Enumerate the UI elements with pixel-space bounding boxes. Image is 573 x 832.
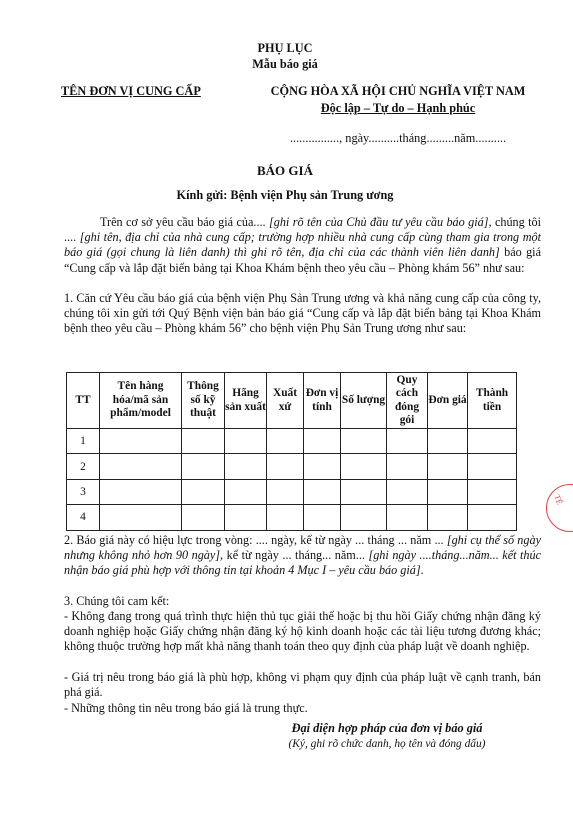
- intro-text-c: chúng tôi ....: [64, 215, 542, 245]
- table-cell: [304, 454, 341, 479]
- table-cell: [468, 454, 517, 479]
- supplier-unit-name: TÊN ĐƠN VỊ CUNG CẤP: [61, 84, 201, 98]
- intro-text-e: báo giá “Cung cấp và lắp đặt biển bảng tại Khoa Khám bệnh theo yêu cầu – Phòng khám 56” như sau:: [64, 245, 541, 275]
- row-number: 4: [67, 505, 100, 530]
- header-tt: TT: [67, 373, 100, 429]
- table-cell: [304, 505, 341, 530]
- table-cell: [100, 454, 182, 479]
- table-cell: [267, 479, 304, 504]
- table-cell: [341, 479, 387, 504]
- table-cell: [428, 429, 468, 454]
- table-cell: [341, 454, 387, 479]
- commitment-item-2: - Giá trị nêu trong báo giá là phù hợp, không vi phạm quy định của pháp luật về cạnh tranh, bán phá giá.: [64, 670, 541, 700]
- validity-paragraph: [64, 533, 541, 579]
- table-cell: [225, 479, 267, 504]
- table-cell: [387, 429, 428, 454]
- table-cell: [182, 429, 225, 454]
- header-unit-price: Đơn giá: [428, 373, 468, 429]
- validity-text-e: .: [420, 563, 424, 578]
- table-cell: [182, 505, 225, 530]
- intro-paragraph: [64, 215, 541, 276]
- table-cell: [100, 429, 182, 454]
- table-cell: [267, 505, 304, 530]
- intro-supplier-placeholder: [ghi tên, địa chỉ của nhà cung cấp; trường hợp nhiều nhà cung cấp cùng tham gia trong một báo giá (gọi chung là liên danh) thì ghi rõ tên, địa chỉ của các thành viên liên danh]: [64, 230, 542, 260]
- table-row: [67, 429, 517, 454]
- recipient-line: Kính gửi: Bệnh viện Phụ sản Trung ương: [176, 188, 394, 202]
- header-quantity: Số lượng: [341, 373, 387, 429]
- table-cell: [225, 505, 267, 530]
- intro-investor-placeholder: [ghi rõ tên của Chủ đầu tư yêu cầu báo giá],: [269, 215, 492, 229]
- table-cell: [100, 505, 182, 530]
- table-cell: [182, 479, 225, 504]
- header-unit: Đơn vị tính: [304, 373, 341, 429]
- table-cell: [468, 479, 517, 504]
- commitment-item-1: - Không đang trong quá trình thực hiện thủ tục giải thể hoặc bị thu hồi Giấy chứng nhận đăng ký doanh nghiệp hoặc Giấy chứng nhận đăng ký hộ kinh doanh hoặc các tài liệu tương đương khác; không thuộc trường hợp mất khả năng thanh toán theo quy định của pháp luật về doanh nghiệp.: [64, 609, 541, 654]
- intro-text-a: Trên cơ sở yêu cầu báo giá của....: [100, 215, 269, 229]
- table-header-row: [67, 373, 517, 429]
- row-number: 2: [67, 454, 100, 479]
- signature-note: (Ký, ghi rõ chức danh, họ tên và đóng dấu): [288, 738, 486, 750]
- table-cell: [182, 454, 225, 479]
- table-cell: [100, 479, 182, 504]
- table-cell: [387, 479, 428, 504]
- row-number: 1: [67, 429, 100, 454]
- header-product: Tên hàng hóa/mã sản phẩm/model: [100, 373, 182, 429]
- header-manufacturer: Hãng sản xuất: [225, 373, 267, 429]
- header-total: Thành tiền: [468, 373, 517, 429]
- form-title: Mẫu báo giá: [252, 57, 318, 71]
- commitment-heading: 3. Chúng tôi cam kết:: [64, 594, 170, 608]
- table-row: [67, 454, 517, 479]
- table-cell: [304, 479, 341, 504]
- table-cell: [428, 454, 468, 479]
- validity-text-c: , kể từ ngày ... tháng... năm...: [220, 548, 369, 563]
- table-cell: [304, 429, 341, 454]
- header-origin: Xuất xứ: [267, 373, 304, 429]
- quotation-table: [66, 372, 517, 531]
- table-cell: [428, 479, 468, 504]
- table-cell: [428, 505, 468, 530]
- table-cell: [387, 505, 428, 530]
- table-cell: [225, 454, 267, 479]
- table-cell: [267, 429, 304, 454]
- table-cell: [267, 454, 304, 479]
- validity-days-placeholder: [ghi cụ thể số ngày nhưng không nhỏ hơn 90 ngày]: [64, 533, 541, 563]
- validity-text-a: 2. Báo giá này có hiệu lực trong vòng: .... ngày, kể từ ngày ... tháng ... năm ...: [64, 533, 447, 547]
- basis-paragraph: 1. Căn cứ Yêu cầu báo giá của bệnh viện Phụ Sản Trung ương và khả năng cung cấp của công ty, chúng tôi xin gửi tới Quý Bệnh viện bản báo giá “Cung cấp và lắp đặt biển bảng tại Khoa Khám bệnh theo yêu cầu – Phòng khám 56” cho bệnh viện Phụ Sản Trung ương như sau:: [64, 291, 541, 336]
- header-specs: Thông số kỹ thuật: [182, 373, 225, 429]
- row-number: 3: [67, 479, 100, 504]
- national-motto: Độc lập – Tự do – Hạnh phúc: [320, 101, 476, 115]
- commitment-item-3: - Những thông tin nêu trong báo giá là trung thực.: [64, 701, 308, 715]
- table-row: [67, 479, 517, 504]
- date-line: ................, ngày..........tháng.........năm..........: [289, 131, 507, 145]
- table-cell: [387, 454, 428, 479]
- signature-title: Đại diện hợp pháp của đơn vị báo giá: [291, 721, 483, 735]
- document-title: BÁO GIÁ: [257, 163, 313, 178]
- table-cell: [468, 429, 517, 454]
- header-packaging: Quy cách đóng gói: [387, 373, 428, 429]
- table-cell: [341, 429, 387, 454]
- appendix-label: PHỤ LỤC: [257, 41, 313, 55]
- table-cell: [225, 429, 267, 454]
- stamp-text: TẾ: [552, 493, 565, 506]
- validity-date-placeholder: [ghi ngày ....tháng...năm... kết thúc nhận báo giá phù hợp với thông tin tại khoản 4 Mục I – yêu cầu báo giá]: [64, 548, 541, 578]
- table-cell: [341, 505, 387, 530]
- national-title: CỘNG HÒA XÃ HỘI CHỦ NGHĨA VIỆT NAM: [270, 84, 526, 98]
- table-cell: [468, 505, 517, 530]
- table-row: [67, 505, 517, 530]
